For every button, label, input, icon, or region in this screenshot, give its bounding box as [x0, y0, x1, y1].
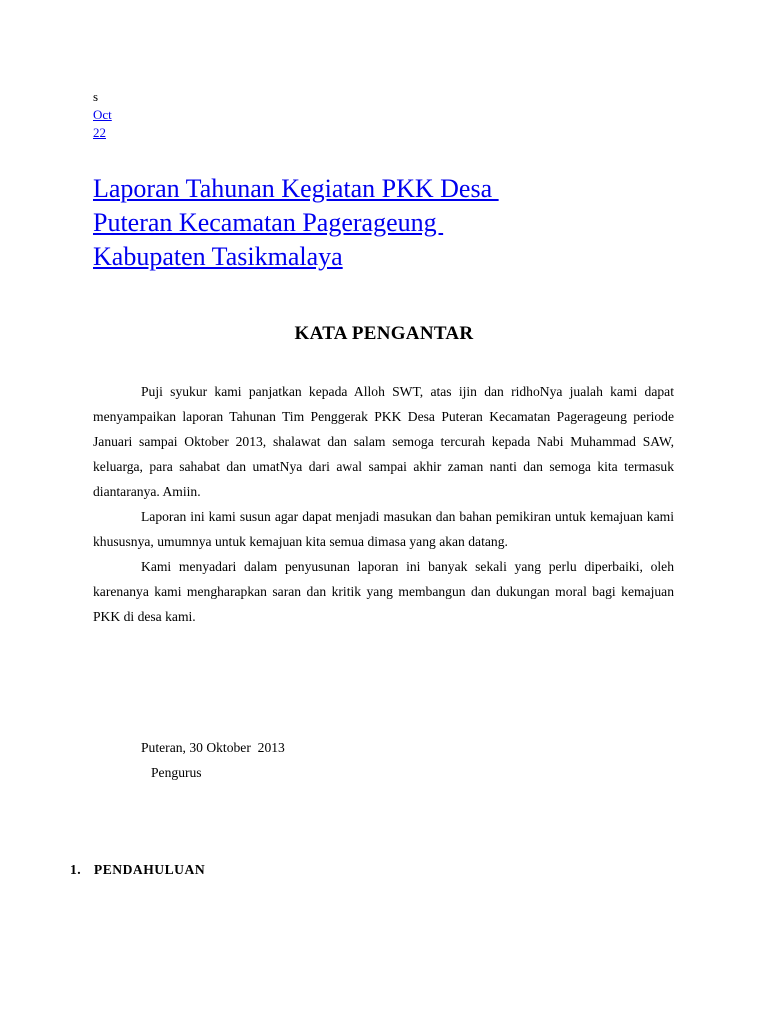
date-day-link[interactable]: 22	[93, 125, 106, 140]
paragraph-2: Laporan ini kami susun agar dapat menjadi masukan dan bahan pemikiran untuk kemajuan kami khususnya, umumnya untuk kemajuan kita semua dimasa yang akan datang.	[93, 509, 674, 549]
section-pendahuluan	[70, 860, 205, 880]
date-prefix: s	[93, 89, 99, 104]
post-date	[93, 88, 112, 142]
signature-place-date: Puteran, 30 Oktober 2013	[141, 740, 285, 755]
date-month-link[interactable]: Oct	[93, 107, 112, 122]
foreword-body	[93, 379, 674, 629]
title-line-1[interactable]: Laporan Tahunan Kegiatan PKK Desa	[93, 174, 499, 203]
paragraph-3: Kami menyadari dalam penyusunan laporan ini banyak sekali yang perlu diperbaiki, oleh karenanya kami mengharapkan saran dan kritik yang membangun dan dukungan moral bagi kemajuan PKK di desa kami.	[93, 559, 674, 624]
section-heading-kata-pengantar: KATA PENGANTAR	[294, 323, 474, 344]
title-line-2[interactable]: Puteran Kecamatan Pagerageung	[93, 208, 444, 237]
signature-role: Pengurus	[151, 765, 202, 780]
paragraph-1: Puji syukur kami panjatkan kepada Alloh SWT, atas ijin dan ridhoNya jualah kami dapat menyampaikan laporan Tahunan Tim Penggerak PKK Desa Puteran Kecamatan Pagerageung periode Januari sampai Oktober 2013, shalawat dan salam semoga tercurah kepada Nabi Muhammad SAW, keluarga, para sahabat dan umatNya dari awal sampai akhir zaman nanti dan semoga kita termasuk diantaranya. Amiin.	[93, 384, 674, 499]
section-title: PENDAHULUAN	[93, 862, 206, 877]
section-number: 1.	[70, 862, 82, 877]
title-line-3[interactable]: Kabupaten Tasikmalaya	[93, 242, 343, 271]
document-title-link[interactable]	[93, 172, 693, 274]
signature-block	[141, 735, 285, 785]
